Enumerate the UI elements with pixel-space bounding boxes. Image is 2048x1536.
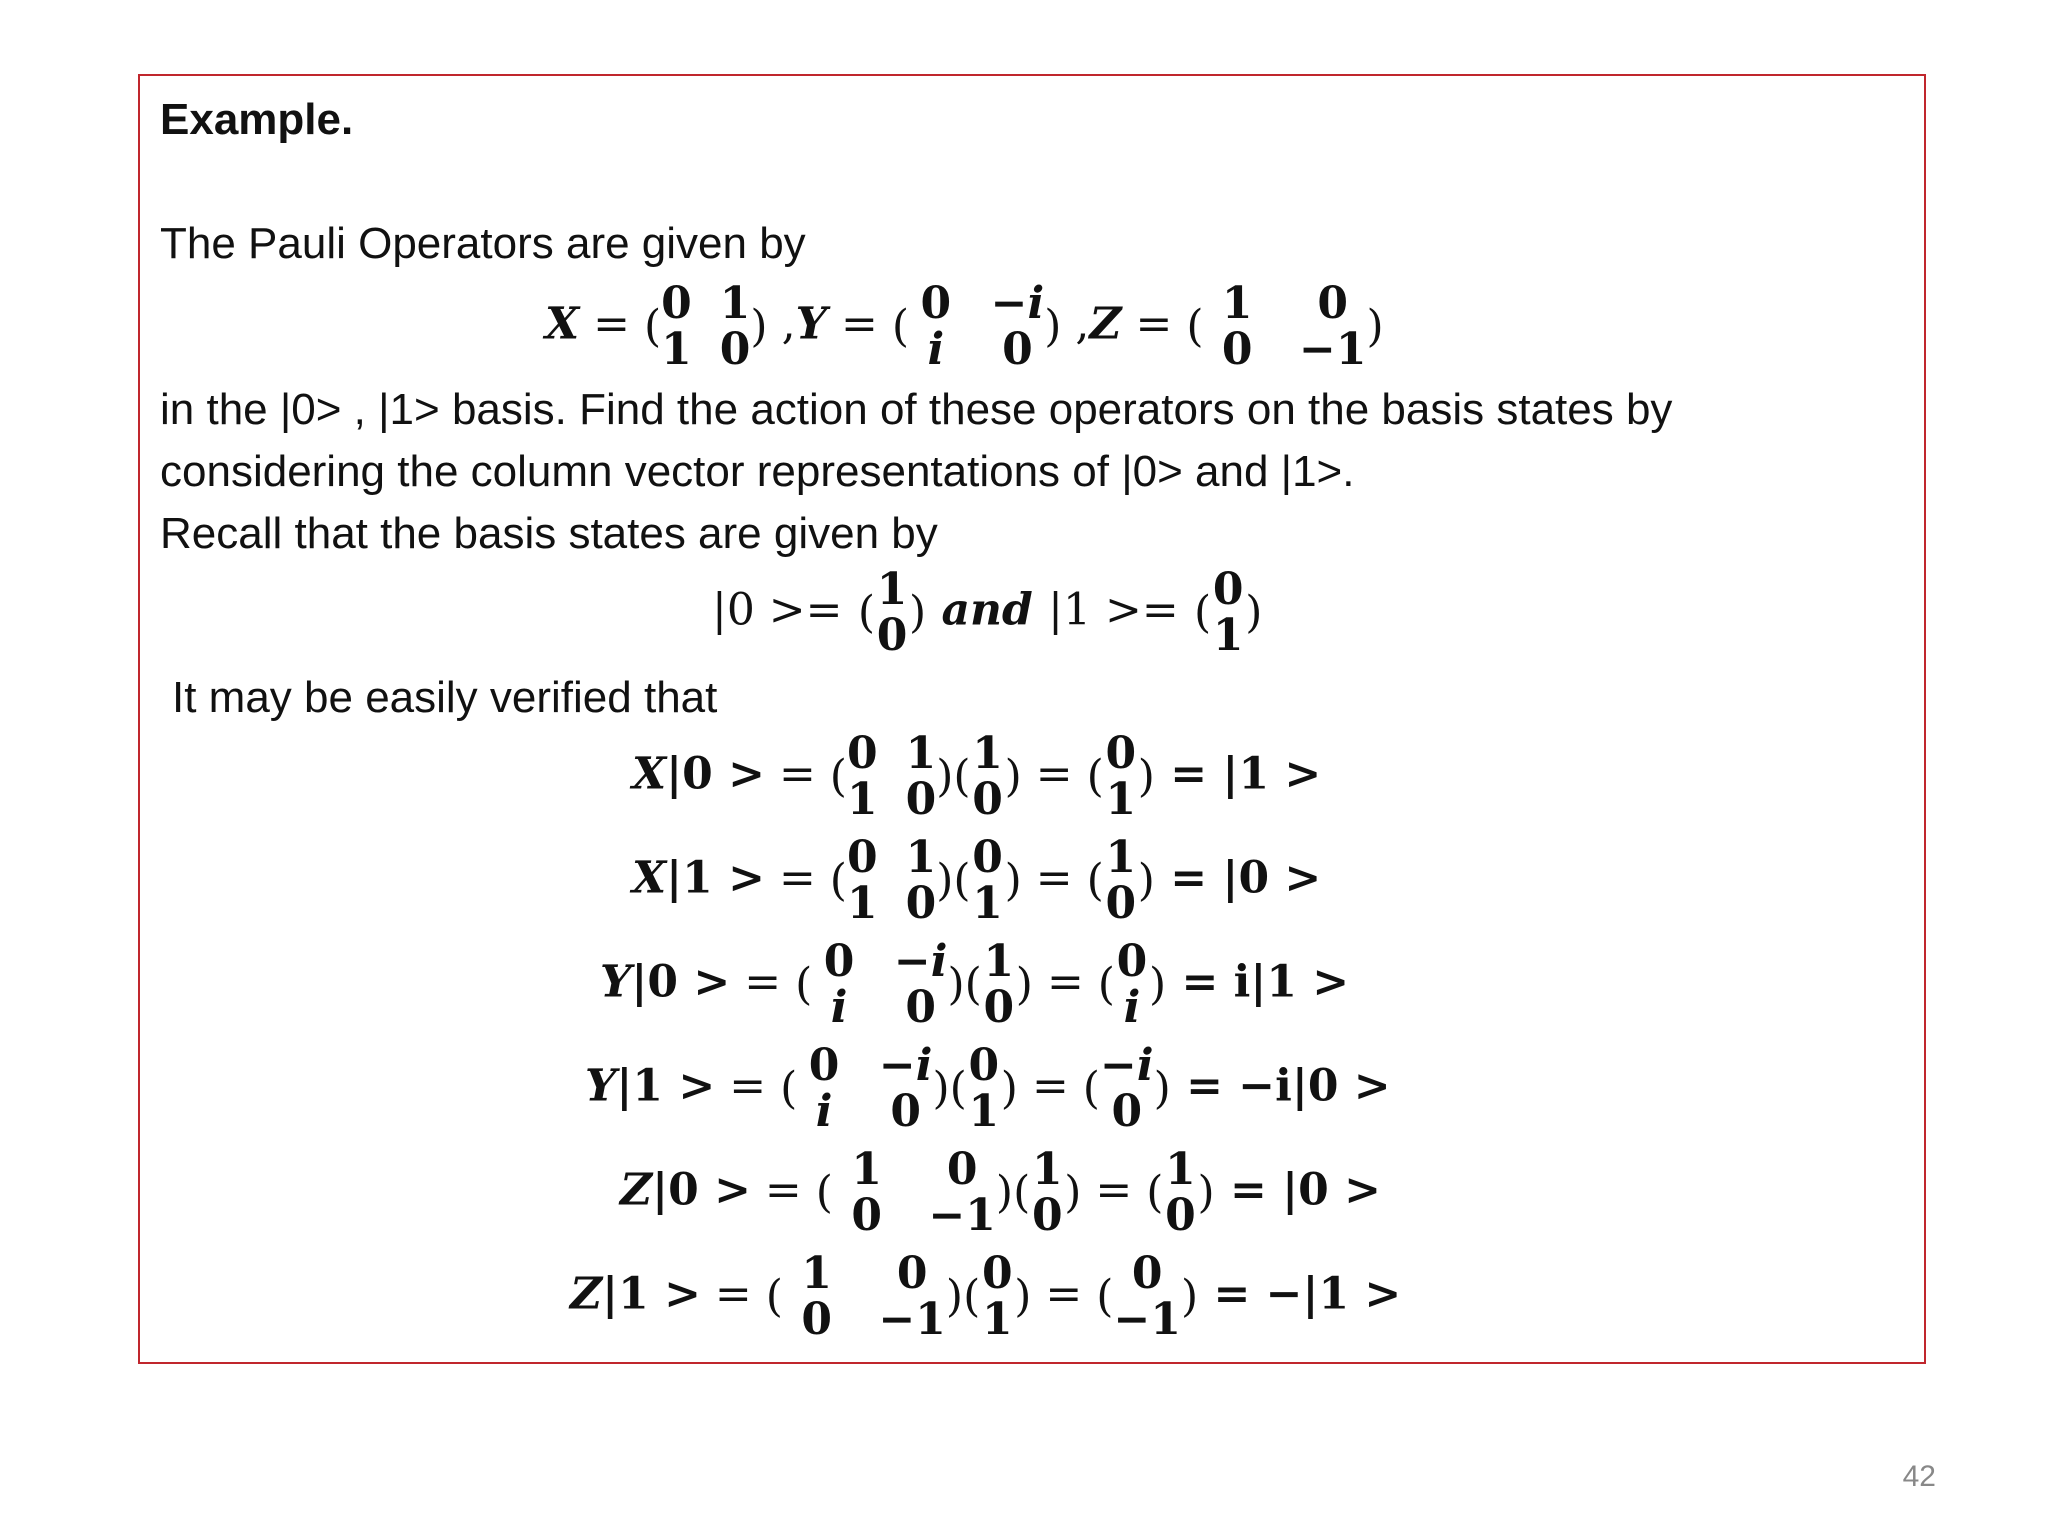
equation-result-vector: ( 1 0 ) xyxy=(1086,832,1155,929)
basis-states xyxy=(712,564,1263,661)
equation-result: = −i|0 > xyxy=(1186,1060,1391,1112)
ket0-label: |0 >= xyxy=(712,584,843,636)
pauli-y-label: Y xyxy=(795,298,827,350)
equation-matrix: ( 1 0 0 −1 ) xyxy=(815,1144,1014,1241)
equation-ket: |1 > xyxy=(616,1060,716,1112)
equation-result-vector: ( −i 0 ) xyxy=(1082,1040,1171,1137)
equation-row: Y|0 > = ( 0 −i i 0 ) ( 1 0 ) = ( 0 i ) = i|1 > xyxy=(600,936,1350,1033)
equation-matrix: ( 0 1 1 0 ) xyxy=(829,832,954,929)
equation-result: = i|1 > xyxy=(1181,956,1350,1008)
equation-row: X|1 > = ( 0 1 1 0 ) ( 0 1 ) = ( 1 0 ) = |0 > xyxy=(632,832,1322,929)
equation-vector: ( 0 1 ) xyxy=(963,1248,1032,1345)
pauli-x-matrix: ( 0 1 1 0 ) xyxy=(643,278,768,375)
equation-matrix: ( 0 −i i 0 ) xyxy=(780,1040,950,1137)
equation-vector: ( 1 0 ) xyxy=(964,936,1033,1033)
pauli-y-matrix: ( 0 −i i 0 ) xyxy=(891,278,1062,375)
basis-text-line1: in the |0> , |1> basis. Find the action of these operators on the basis states by xyxy=(160,385,1673,434)
equation-ket: |1 > xyxy=(666,852,765,904)
equation-ket: |0 > xyxy=(666,748,765,800)
equation-result-vector: ( 0 −1 ) xyxy=(1096,1248,1199,1345)
equation-row: Y|1 > = ( 0 −i i 0 ) ( 0 1 ) = ( −i 0 ) = −i|0 > xyxy=(585,1040,1391,1137)
recall-text: Recall that the basis states are given by xyxy=(160,509,938,558)
equation-row: Z|0 > = ( 1 0 0 −1 ) ( 1 0 ) = ( 1 0 ) = |0 > xyxy=(620,1144,1381,1241)
equation-matrix: ( 0 1 1 0 ) xyxy=(829,728,954,825)
equation-matrix: ( 1 0 0 −1 ) xyxy=(765,1248,964,1345)
ket1-label: |1 >= xyxy=(1048,584,1179,636)
equation-result: = |0 > xyxy=(1229,1164,1381,1216)
pauli-z-label: Z xyxy=(1089,298,1122,350)
equation-ket: |1 > xyxy=(602,1268,701,1320)
ket1-vector: ( 0 1 ) xyxy=(1194,564,1263,661)
pauli-x-label: X xyxy=(545,298,580,350)
pauli-z-matrix: ( 1 0 0 −1 ) xyxy=(1186,278,1384,375)
equation-result: = −|1 > xyxy=(1213,1268,1402,1320)
equation-result: = |1 > xyxy=(1170,748,1322,800)
equation-vector: ( 0 1 ) xyxy=(953,832,1022,929)
page-number: 42 xyxy=(1902,1460,1936,1493)
equation-operator: X xyxy=(632,852,667,904)
verify-text: It may be easily verified that xyxy=(172,673,718,722)
ket0-vector: ( 1 0 ) xyxy=(857,564,927,661)
equation-result-vector: ( 0 i ) xyxy=(1097,936,1167,1033)
equation-ket: |0 > xyxy=(631,956,731,1008)
equation-operator: Y xyxy=(585,1060,617,1112)
equation-result: = |0 > xyxy=(1170,852,1322,904)
equation-matrix: ( 0 −i i 0 ) xyxy=(795,936,965,1033)
equation-ket: |0 > xyxy=(652,1164,751,1216)
pauli-definitions: X = ( 0 1 1 0 ) ,Y = ( 0 −i i 0 ) ,Z = ( 1 0 0 −1 ) xyxy=(545,278,1384,375)
equation-operator: Z xyxy=(570,1268,603,1320)
and-word: and xyxy=(941,584,1033,636)
intro-text: The Pauli Operators are given by xyxy=(160,219,806,268)
equation-operator: X xyxy=(632,748,667,800)
equation-row: X|0 > = ( 0 1 1 0 ) ( 1 0 ) = ( 0 1 ) = |1 > xyxy=(632,728,1322,825)
equation-result-vector: ( 1 0 ) xyxy=(1146,1144,1215,1241)
equation-row: Z|1 > = ( 1 0 0 −1 ) ( 0 1 ) = ( 0 −1 ) = −|1 > xyxy=(570,1248,1402,1345)
equation-operator: Z xyxy=(620,1164,653,1216)
equation-operator: Y xyxy=(600,956,632,1008)
slide-title: Example. xyxy=(160,95,354,144)
basis-text-line2: considering the column vector representations of |0> and |1>. xyxy=(160,447,1355,496)
equation-vector: ( 1 0 ) xyxy=(953,728,1022,825)
equation-vector: ( 1 0 ) xyxy=(1013,1144,1082,1241)
equation-result-vector: ( 0 1 ) xyxy=(1086,728,1155,825)
equation-vector: ( 0 1 ) xyxy=(949,1040,1018,1137)
